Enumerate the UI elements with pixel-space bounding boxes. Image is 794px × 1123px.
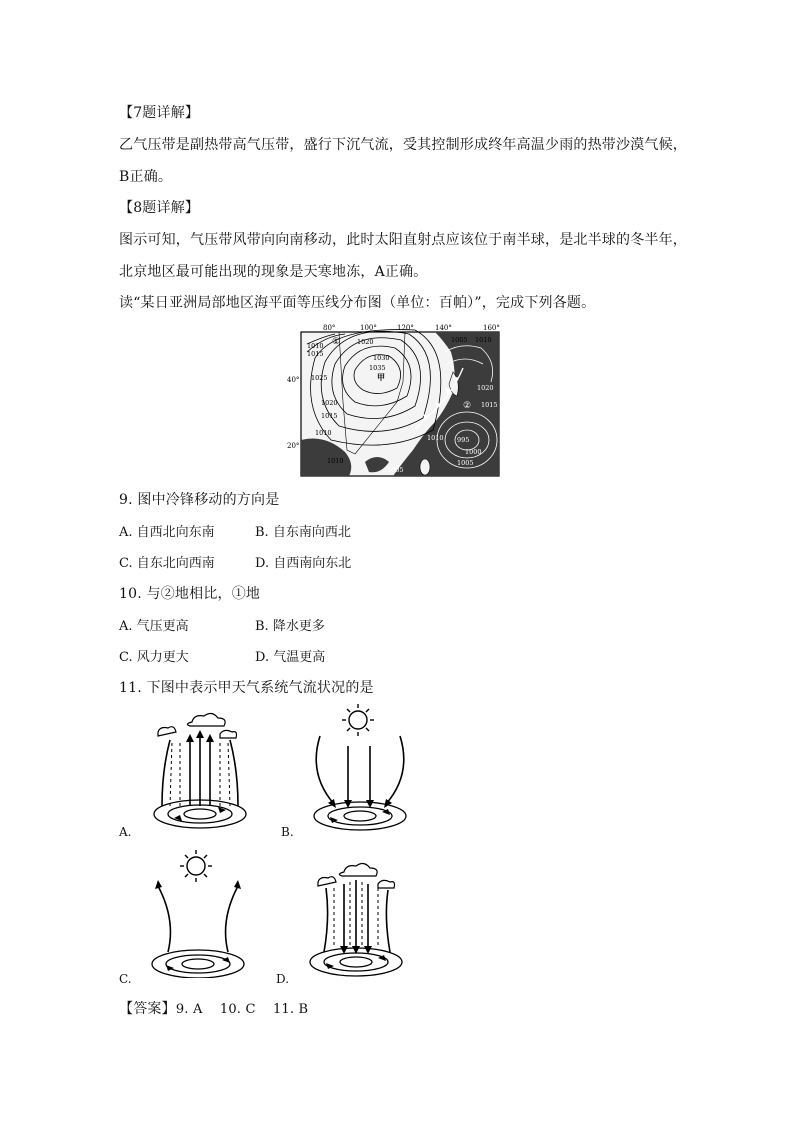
marker-2: ② bbox=[463, 401, 472, 411]
isobar-label: 1005 bbox=[451, 336, 468, 344]
isobar-label: 995 bbox=[457, 436, 470, 444]
answer-label: 【答案】 bbox=[119, 1001, 176, 1017]
latitude-label: 40° bbox=[287, 376, 300, 384]
isobar-label: 1000 bbox=[465, 448, 482, 456]
longitude-label: 160° bbox=[483, 324, 500, 332]
isobar-label: 1015 bbox=[321, 412, 338, 420]
isobar-map bbox=[285, 322, 505, 478]
isobar-label: 1015 bbox=[481, 401, 498, 409]
q9-option-a: A. 自西北向东南 bbox=[119, 525, 215, 540]
q11-option-b-label: B. bbox=[281, 825, 294, 839]
reading-intro: 读“某日亚洲局部地区海平面等压线分布图（单位：百帕）”，完成下列各题。 bbox=[119, 295, 596, 311]
longitude-label: 120° bbox=[397, 324, 414, 332]
q10-option-a: A. 气压更高 bbox=[119, 619, 189, 634]
q7-explanation-line-2: B正确。 bbox=[119, 169, 173, 185]
q11-stem: 11. 下图中表示甲天气系统气流状况的是 bbox=[119, 680, 374, 696]
isobar-label: 1035 bbox=[369, 364, 386, 372]
q10-option-b: B. 降水更多 bbox=[255, 619, 325, 634]
longitude-label: 100° bbox=[360, 324, 377, 332]
isobar-label: 1025 bbox=[311, 374, 328, 382]
isobar-label: 1020 bbox=[357, 338, 374, 346]
q11-option-c-label: C. bbox=[119, 972, 132, 986]
q11-option-d-label: D. bbox=[276, 972, 290, 986]
q7-explanation-line-1: 乙气压带是副热带高气压带，盛行下沉气流，受其控制形成终年高温少雨的热带沙漠气候， bbox=[119, 137, 687, 153]
isobar-label: 1010 bbox=[427, 434, 444, 442]
q7-header: 【7题详解】 bbox=[119, 105, 200, 121]
answer-line bbox=[119, 998, 308, 1018]
isobar-label: 1010 bbox=[475, 336, 492, 344]
diagram-b-sinking-air-sun bbox=[300, 704, 420, 832]
q8-explanation-line-1: 图示可知，气压带风带向向南移动，此时太阳直射点应该位于南半球，是北半球的冬半年， bbox=[119, 232, 687, 248]
q10-option-c: C. 风力更大 bbox=[119, 650, 189, 665]
latitude-label: 20° bbox=[287, 442, 300, 450]
isobar-label: 1005 bbox=[387, 466, 404, 474]
q11-option-a-label: A. bbox=[119, 825, 132, 839]
diagram-c-rising-air-sun bbox=[140, 850, 260, 978]
q8-header: 【8题详解】 bbox=[119, 200, 200, 216]
q9-option-d: D. 自西南向东北 bbox=[255, 556, 352, 571]
isobar-label: 1010 bbox=[315, 429, 332, 437]
isobar-label: 1020 bbox=[477, 384, 494, 392]
answer-text: 9. A 10. C 11. B bbox=[175, 1002, 309, 1017]
place-jia-label: 甲 bbox=[377, 372, 385, 382]
marker-1: ① bbox=[332, 337, 341, 347]
q9-option-c: C. 自东北向西南 bbox=[119, 556, 215, 571]
q9-option-b: B. 自东南向西北 bbox=[255, 525, 351, 540]
longitude-label: 140° bbox=[435, 324, 452, 332]
q8-explanation-line-2: 北京地区最可能出现的现象是天寒地冻，A正确。 bbox=[119, 264, 428, 280]
diagram-a-rising-air-cloud bbox=[140, 710, 260, 832]
isobar-label: 1005 bbox=[457, 459, 474, 467]
diagram-d-sinking-air-cloud bbox=[298, 858, 418, 978]
q10-option-d: D. 气温更高 bbox=[255, 650, 326, 665]
q9-stem: 9. 图中冷锋移动的方向是 bbox=[119, 492, 280, 508]
isobar-label: 1020 bbox=[321, 399, 338, 407]
isobar-label: 1015 bbox=[307, 350, 324, 358]
q10-stem: 10. 与②地相比，①地 bbox=[119, 586, 261, 602]
longitude-label: 80° bbox=[323, 324, 336, 332]
isobar-label: 1010 bbox=[327, 457, 344, 465]
isobar-label: 1010 bbox=[307, 342, 324, 350]
isobar-label: 1030 bbox=[373, 354, 390, 362]
